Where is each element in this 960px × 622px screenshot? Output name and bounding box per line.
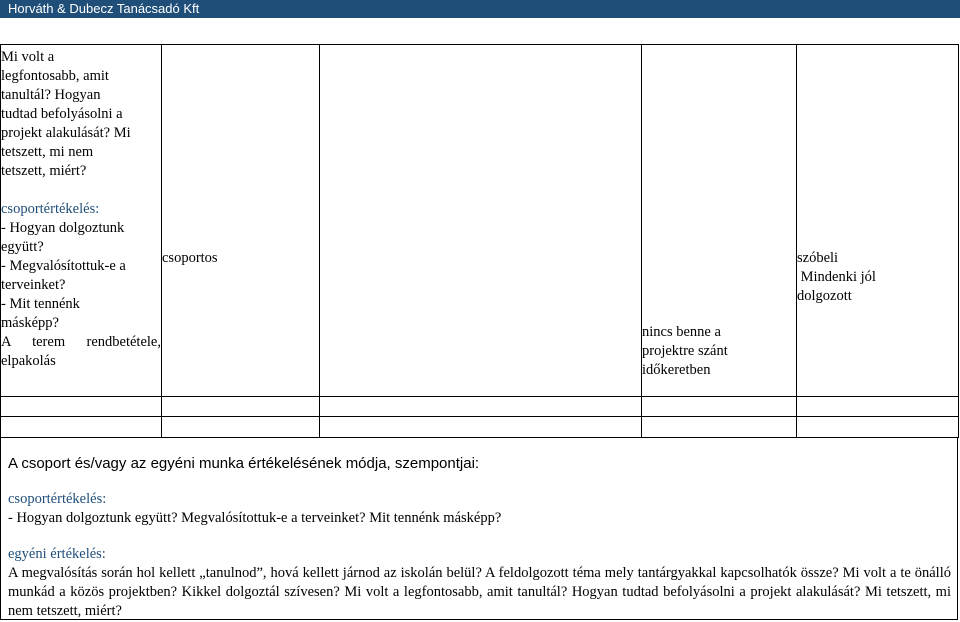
empty-cell xyxy=(797,397,959,417)
individual-eval-text: A megvalósítás során hol kellett „tanulnod”, hová kellett járnod az iskolán belül? A feldolgozott téma mely tantárgyakkal kapcsolhatók össze? Mi volt a te önálló munkád a közös projektben? Kikkel dolgoztál szívesen? Mi volt a legfontosabb, amit tanultál? Hogyan tudtad befolyásolni a projekt alakulását? Mi tetszett, mi nem tetszett, miért? xyxy=(8,565,951,619)
evaluation-section xyxy=(0,438,958,620)
reflection-line: elpakolás xyxy=(1,353,56,369)
cell-time xyxy=(642,45,797,397)
group-eval-title: csoportértékelés: xyxy=(8,491,107,507)
cell-empty xyxy=(320,45,642,397)
work-form: csoportos xyxy=(162,250,218,266)
reflection-line: - Hogyan dolgoztunk xyxy=(1,220,125,236)
table-row-main xyxy=(1,45,959,397)
document-header xyxy=(0,0,960,18)
lesson-plan-table xyxy=(0,44,959,438)
individual-eval-title: egyéni értékelés: xyxy=(8,546,106,562)
empty-cell xyxy=(162,397,320,417)
empty-cell xyxy=(1,397,162,417)
reflection-line: tetszett, mi nem xyxy=(1,144,94,160)
group-eval-label: csoportértékelés: xyxy=(1,201,100,217)
reflection-line: tanultál? Hogyan xyxy=(1,87,101,103)
time-note xyxy=(642,323,796,380)
reflection-line: tetszett, miért? xyxy=(1,163,87,179)
reflection-line: együtt? xyxy=(1,239,44,255)
group-eval-text: - Hogyan dolgoztunk együtt? Megvalósítottuk-e a terveinket? Mit tennénk másképp? xyxy=(8,510,502,526)
reflection-line: terveinket? xyxy=(1,277,66,293)
reflection-line: - Megvalósítottuk-e a xyxy=(1,258,126,274)
time-line: projektre szánt xyxy=(642,343,728,359)
empty-cell xyxy=(162,417,320,438)
reflection-text xyxy=(1,48,161,371)
evaluation-note xyxy=(797,249,958,306)
reflection-line: projekt alakulását? Mi xyxy=(1,125,131,141)
reflection-line: tudtad befolyásolni a xyxy=(1,106,123,122)
company-name: Horváth & Dubecz Tanácsadó Kft xyxy=(8,1,200,16)
empty-cell xyxy=(642,417,797,438)
cell-evaluation xyxy=(797,45,959,397)
reflection-line: legfontosabb, amit xyxy=(1,68,109,84)
empty-cell xyxy=(320,397,642,417)
evaluation-line: Mindenki jól xyxy=(797,269,876,285)
empty-cell xyxy=(1,417,162,438)
evaluation-line: dolgozott xyxy=(797,288,852,304)
cell-form xyxy=(162,45,320,397)
reflection-line: - Mit tennénk xyxy=(1,296,80,312)
spacer xyxy=(1,181,161,200)
empty-cell xyxy=(320,417,642,438)
time-line: időkeretben xyxy=(642,362,711,378)
reflection-line: másképp? xyxy=(1,315,59,331)
table-row-empty xyxy=(1,417,959,438)
evaluation-heading: A csoport és/vagy az egyéni munka értékelésének módja, szempontjai: xyxy=(8,455,480,472)
reflection-line: Mi volt a xyxy=(1,49,55,65)
empty-cell xyxy=(797,417,959,438)
table-row-empty xyxy=(1,397,959,417)
reflection-line: A terem rendbetétele, xyxy=(1,334,161,350)
empty-cell xyxy=(642,397,797,417)
time-line: nincs benne a xyxy=(642,324,721,340)
cell-reflection xyxy=(1,45,162,397)
evaluation-line: szóbeli xyxy=(797,250,839,266)
